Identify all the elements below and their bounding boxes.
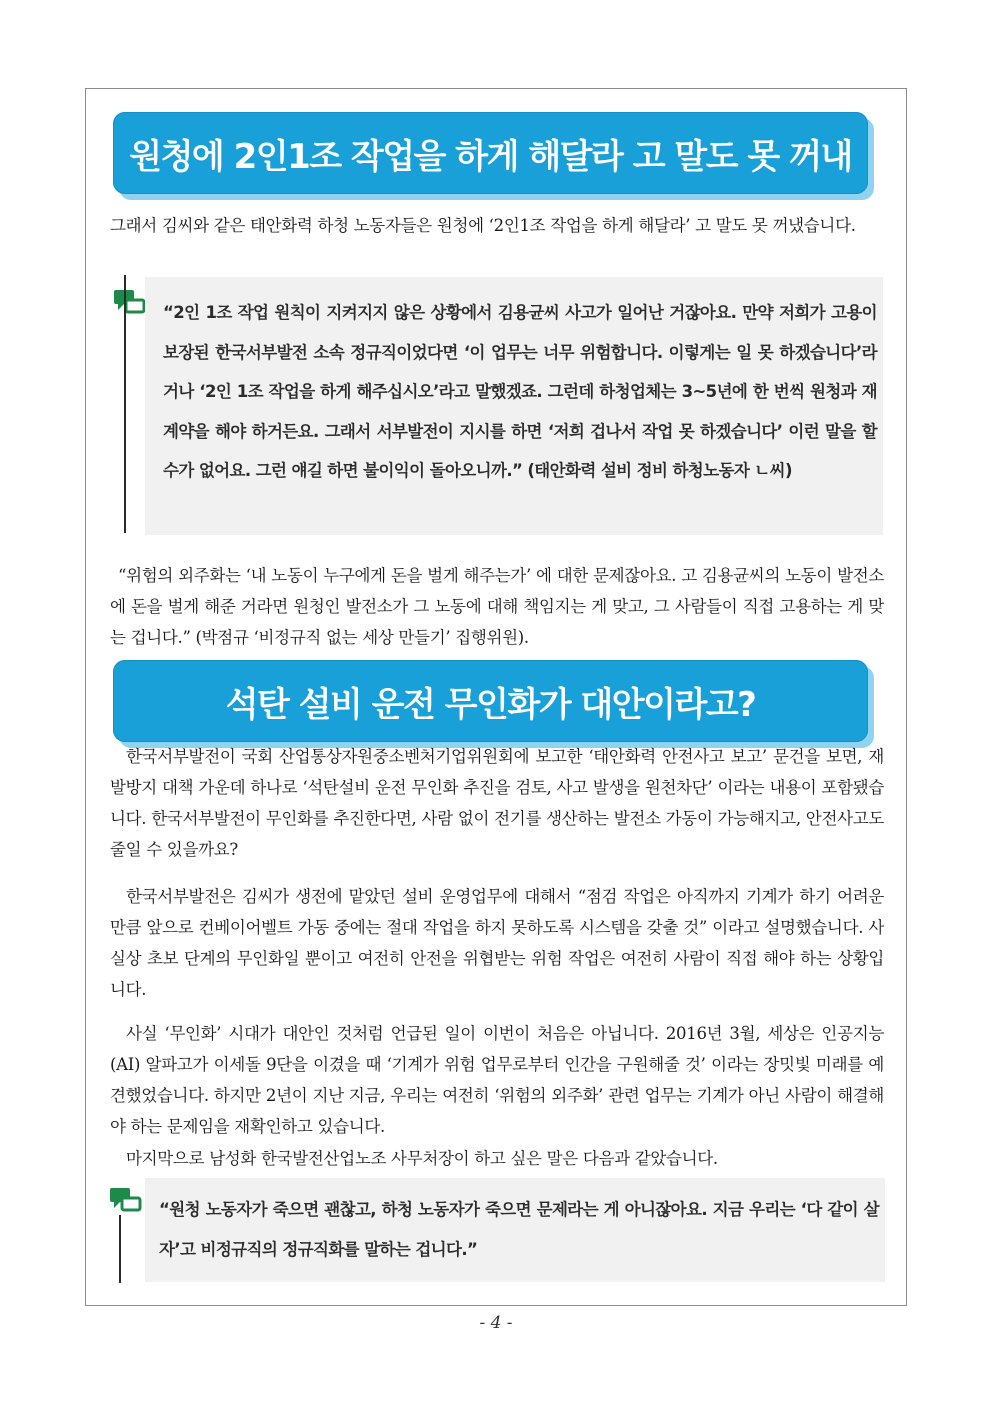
paragraph-report: 한국서부발전이 국회 산업통상자원중소벤처기업위원회에 보고한 ‘태안화력 안전사고 보고’ 문건을 보면, 재발방지 대책 가운데 하나로 ‘석탄설비 운전 무인화 추진을 검토, 사고 발생을 원천차단’ 이라는 내용이 포함됐습니다. 한국서부발전이 무인화를 추진한다면, 사람 없이 전기를 생산하는 발전소 가동이 가능해지고, 안전사고도 줄일 수 있을까요? xyxy=(110,747,884,859)
section-title-banner xyxy=(113,112,868,194)
section-title-banner-2 xyxy=(113,660,868,742)
paragraph-closing: 마지막으로 남성화 한국발전산업노조 사무처장이 하고 싶은 말은 다음과 같았습니다. xyxy=(126,1149,718,1168)
paragraph-explanation: 한국서부발전은 김씨가 생전에 맡았던 설비 운영업무에 대해서 “점검 작업은 아직까지 기계가 하기 어려운 만큼 앞으로 컨베이어벨트 가동 중에는 절대 작업을 하지 못하도록 시스템을 갖출 것” 이라고 설명했습니다. 사실상 초보 단계의 무인화일 뿐이고 여전히 안전을 위협받는 위험 작업은 여전히 사람이 직접 해야 하는 상황입니다. xyxy=(110,887,884,999)
speech-bubble-icon-2 xyxy=(108,1186,142,1216)
commentary-paragraph: “위험의 외주화는 ‘내 노동이 누구에게 돈을 벌게 해주는가’ 에 대한 문제잖아요. 고 김용균씨의 노동이 발전소에 돈을 벌게 해준 거라면 원청인 발전소가 그 노동에 대해 책임지는 게 맞고, 그 사람들이 직접 고용하는 게 맞는 겁니다.” (박점규 ‘비정규직 없는 세상 만들기’ 집행위원). xyxy=(110,566,884,647)
page-number: - 4 - xyxy=(479,1313,513,1333)
quote-bar xyxy=(124,275,126,533)
section-title: 원청에 2인1조 작업을 하게 해달라 고 말도 못 꺼내 xyxy=(129,136,852,177)
worker-quote: “2인 1조 작업 원칙이 지켜지지 않은 상황에서 김용균씨 사고가 일어난 거잖아요. 만약 저희가 고용이 보장된 한국서부발전 소속 정규직이었다면 ‘이 업무는 너무 위험합니다. 이렇게는 일 못 하겠습니다’라거나 ‘2인 1조 작업을 하게 해주십시오’라고 말했겠죠. 그런데 하청업체는 3~5년에 한 번씩 원청과 재계약을 해야 하거든요. 그래서 서부발전이 지시를 하면 ‘저희 겁나서 작업 못 하겠습니다’ 이런 말을 할 수가 없어요. 그런 얘길 하면 불이익이 돌아오니까.” (태안화력 설비 정비 하청노동자 ㄴ씨) xyxy=(145,277,883,535)
section-title-2: 석탄 설비 운전 무인화가 대안이라고? xyxy=(225,684,756,725)
speech-bubble-icon xyxy=(112,288,146,318)
quote-bar-2 xyxy=(119,1215,121,1283)
intro-paragraph: 그래서 김씨와 같은 태안화력 하청 노동자들은 원청에 ‘2인1조 작업을 하게 해달라’ 고 말도 못 꺼냈습니다. xyxy=(110,216,856,235)
union-quote: “원청 노동자가 죽으면 괜찮고, 하청 노동자가 죽으면 문제라는 게 아니잖아요. 지금 우리는 ‘다 같이 살자’고 비정규직의 정규직화를 말하는 겁니다.” xyxy=(145,1178,885,1282)
paragraph-automation: 사실 ‘무인화’ 시대가 대안인 것처럼 언급된 일이 이번이 처음은 아닙니다. 2016년 3월, 세상은 인공지능(AI) 알파고가 이세돌 9단을 이겼을 때 ‘기계가 위험 업무로부터 인간을 구원해줄 것’ 이라는 장밋빛 미래를 예견했었습니다. 하지만 2년이 지난 지금, 우리는 여전히 ‘위험의 외주화’ 관련 업무는 기계가 아닌 사람이 해결해야 하는 문제임을 재확인하고 있습니다. xyxy=(110,1024,884,1136)
